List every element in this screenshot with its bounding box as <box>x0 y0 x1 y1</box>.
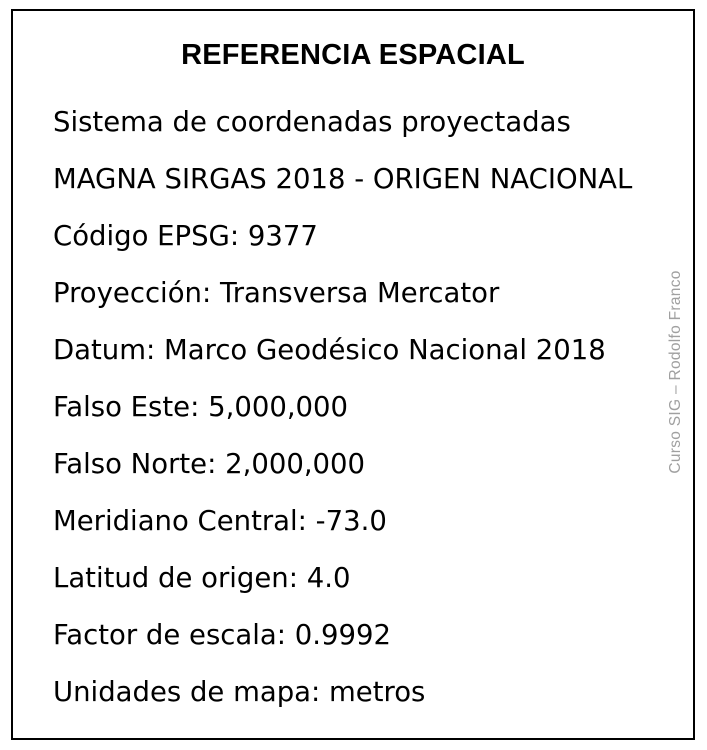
coordinate-system-name: MAGNA SIRGAS 2018 - ORIGEN NACIONAL <box>53 163 633 195</box>
false-easting: Falso Este: 5,000,000 <box>53 391 349 423</box>
scale-factor: Factor de escala: 0.9992 <box>53 619 391 651</box>
panel-title: REFERENCIA ESPACIAL <box>181 39 525 71</box>
spatial-reference-panel <box>11 9 695 740</box>
epsg-code: Código EPSG: 9377 <box>53 220 318 252</box>
false-northing: Falso Norte: 2,000,000 <box>53 448 366 480</box>
latitude-of-origin: Latitud de origen: 4.0 <box>53 562 351 594</box>
watermark-credit: Curso SIG – Rodolfo Franco <box>667 270 684 474</box>
projection: Proyección: Transversa Mercator <box>53 277 500 309</box>
central-meridian: Meridiano Central: -73.0 <box>53 505 387 537</box>
map-units: Unidades de mapa: metros <box>53 676 426 708</box>
datum: Datum: Marco Geodésico Nacional 2018 <box>53 334 606 366</box>
coordinate-system-type: Sistema de coordenadas proyectadas <box>53 106 571 138</box>
spatial-reference-list <box>53 99 632 726</box>
